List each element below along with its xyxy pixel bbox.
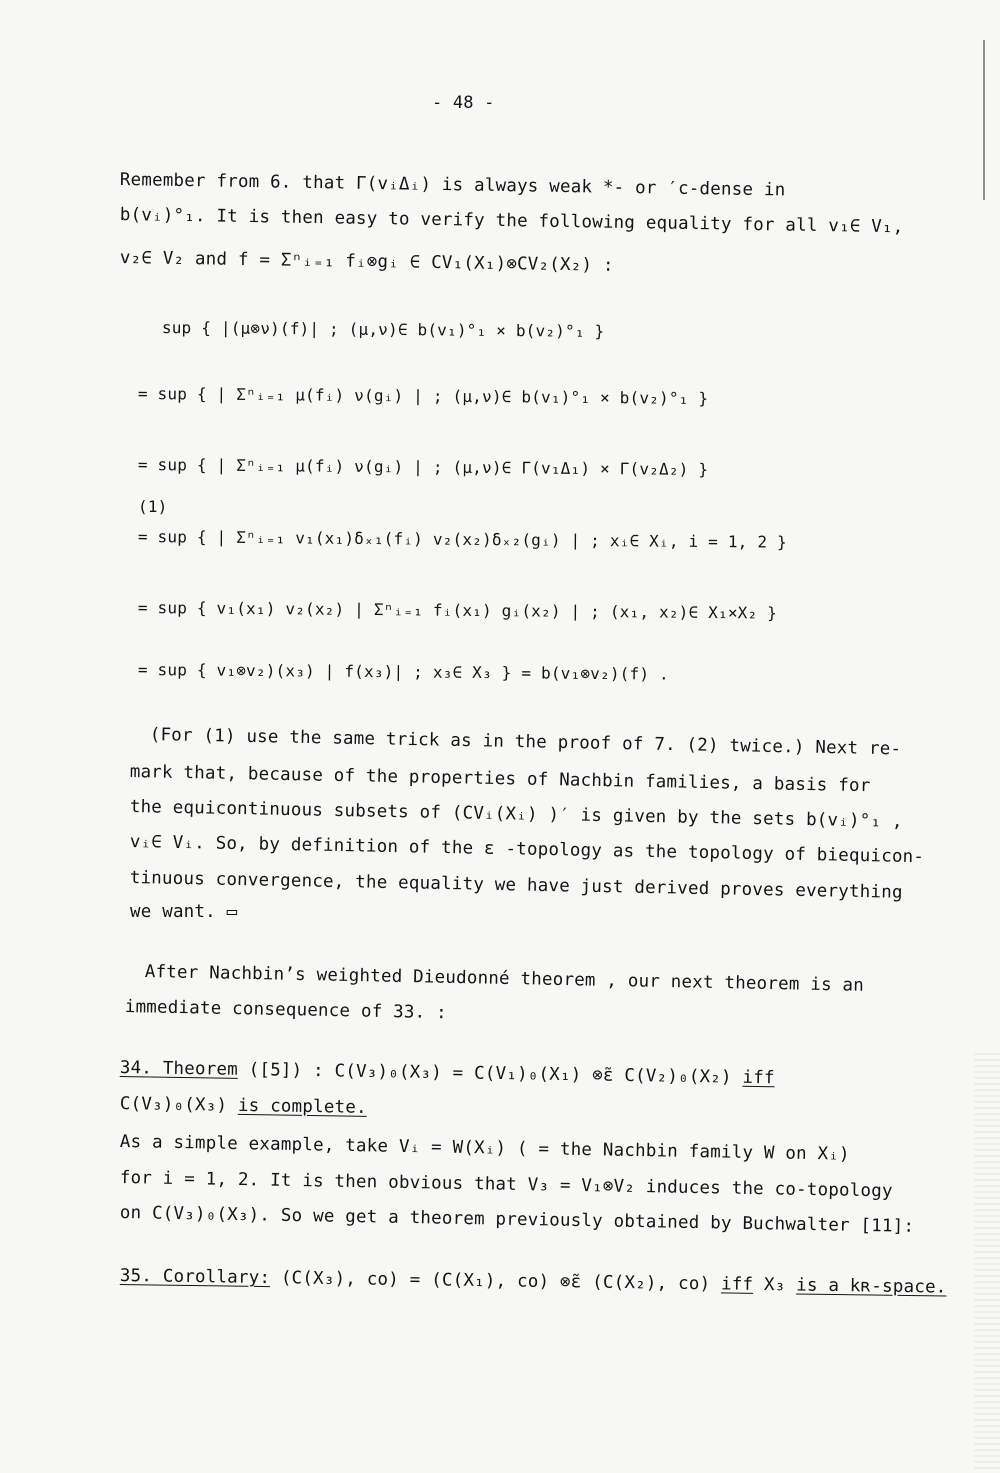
corollary-kr-space: is a kʀ-space. [796,1275,947,1298]
proof-line-5: tinuous convergence, the equality we have just derived proves everything [129,868,903,903]
theorem-label: 34. Theorem [119,1058,239,1080]
equation-line-3: = sup { | Σⁿᵢ₌₁ μ(fᵢ) ν(gᵢ) | ; (μ,ν)∈ Γ(v₁Δ₁) × Γ(v₂Δ₂) } [137,455,709,479]
equation-line-1: sup { |(μ⊗ν)(f)| ; (μ,ν)∈ b(v₁)°₁ × b(v₂)°₁ } [161,318,605,341]
corollary-x3: X₃ [753,1274,797,1296]
example-line-2: for i = 1, 2. It is then obvious that V₃ = V₁⊗V₂ induces the co-topology [119,1168,893,1202]
after-line-1: After Nachbin’s weighted Dieudonné theorem , our next theorem is an [144,962,865,996]
corollary-35-line [120,1266,947,1298]
page-number: - 48 - [432,93,495,113]
scan-edge-noise [974,1053,1000,1473]
equation-line-4: = sup { | Σⁿᵢ₌₁ v₁(x₁)δₓ₁(fᵢ) v₂(x₂)δₓ₂(gᵢ) | ; xᵢ∈ Xᵢ, i = 1, 2 } [137,527,787,552]
proof-line-6-with-qed: we want. ▭ [130,902,238,922]
example-line-3: on C(V₃)₀(X₃). So we get a theorem previously obtained by Buchwalter [11]: [119,1203,915,1237]
corollary-statement: (C(X₃), co) = (C(X₁), co) ⊗̃ε (C(X₂), co) [270,1268,722,1295]
scan-edge-line [983,40,985,200]
corollary-iff: iff [720,1274,754,1295]
equation-label-1: (1) [138,497,168,516]
theorem-complete: is complete. [237,1095,367,1118]
intro-line-1: Remember from 6. that Γ(vᵢΔᵢ) is always weak *- or ′c-dense in [119,170,786,201]
theorem-condition: C(V₃)₀(X₃) [119,1094,239,1116]
theorem-iff: iff [742,1067,775,1089]
theorem-34-line-2 [120,1094,367,1118]
intro-line-2: b(vᵢ)°₁. It is then easy to verify the following equality for all v₁∈ V₁, [119,205,904,238]
theorem-statement: ([5]) : C(V₃)₀(X₃) = C(V₁)₀(X₁) ⊗̃ε C(V₂)₀(X₂) [237,1059,743,1088]
intro-line-3: v₂∈ V₂ and f = Σⁿᵢ₌₁ fᵢ⊗gᵢ ∈ CV₁(X₁)⊗CV₂(X₂) : [119,248,614,276]
theorem-34-line-1 [120,1058,775,1088]
after-line-2: immediate consequence of 33. : [124,997,448,1024]
corollary-label: 35. Corollary: [119,1266,271,1289]
example-line-1: As a simple example, take Vᵢ = W(Xᵢ) ( = the Nachbin family W on Xᵢ) [119,1132,850,1165]
equation-line-2: = sup { | Σⁿᵢ₌₁ μ(fᵢ) ν(gᵢ) | ; (μ,ν)∈ b(v₁)°₁ × b(v₂)°₁ } [137,384,709,408]
proof-line-1: (For (1) use the same trick as in the proof of 7. (2) twice.) Next re- [149,725,902,760]
proof-line-4: vᵢ∈ Vᵢ. So, by definition of the ε -topology as the topology of biequicon- [129,832,925,868]
proof-line-2: mark that, because of the properties of Nachbin families, a basis for [129,762,871,797]
equation-line-6: = sup { v₁⊗v₂)(x₃) | f(x₃)| ; x₃∈ X₃ } = b(v₁⊗v₂)(f) . [137,660,669,684]
proof-line-3: the equicontinuous subsets of (CVᵢ(Xᵢ) )′ is given by the sets b(vᵢ)°₁ , [129,797,903,832]
equation-line-5: = sup { v₁(x₁) v₂(x₂) | Σⁿᵢ₌₁ fᵢ(x₁) gᵢ(x₂) | ; (x₁, x₂)∈ X₁×X₂ } [137,598,778,623]
